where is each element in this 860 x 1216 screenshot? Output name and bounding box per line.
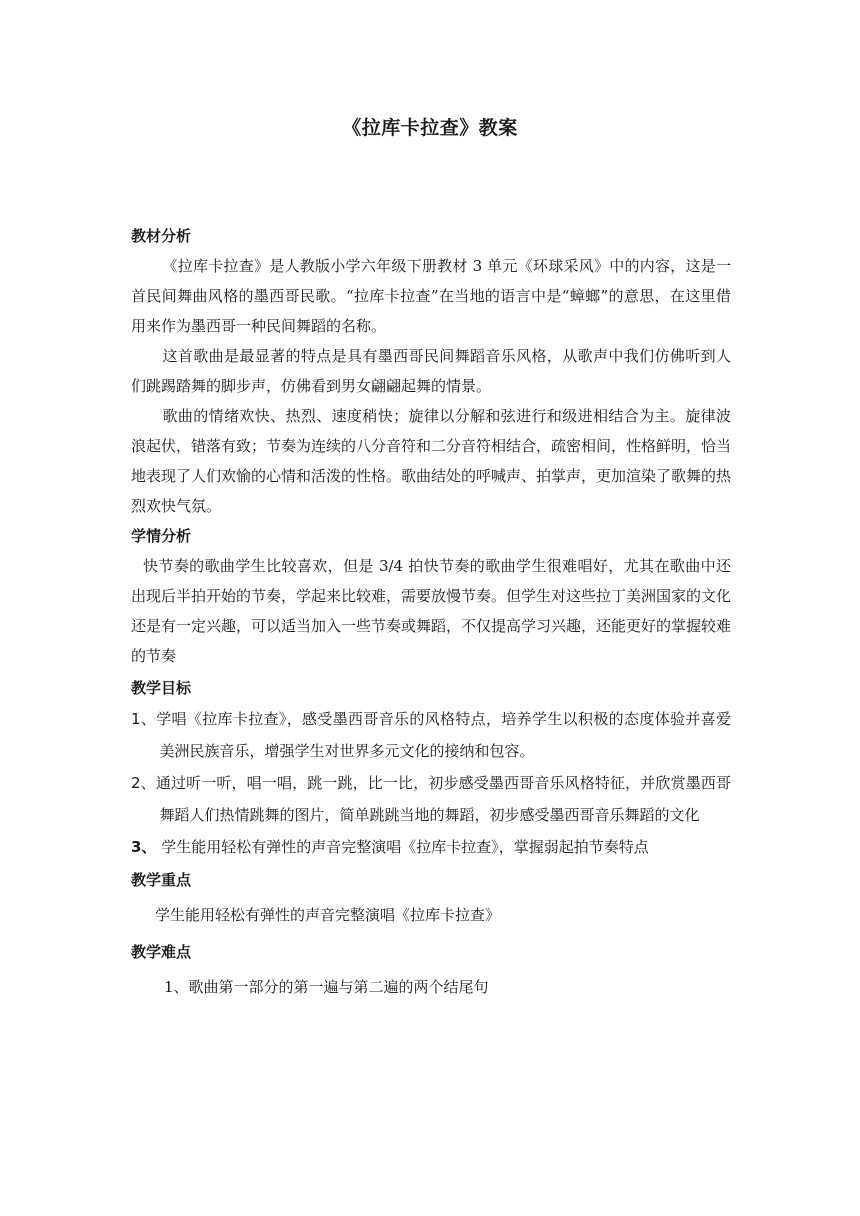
paragraph: 《拉库卡拉查》是人教版小学六年级下册教材 3 单元《环球采风》中的内容，这是一首民间舞曲风格的墨西哥民歌。“拉库卡拉查”在当地的语言中是“蟑螂”的意思，在这里借用来作为墨西哥一种民间舞蹈的名称。: [131, 257, 731, 335]
list-number: 3、: [131, 838, 157, 856]
document-title: 《拉库卡拉查》教案: [342, 117, 518, 139]
document-body: [131, 221, 731, 1007]
list-item: [131, 831, 731, 863]
section-heading-key-points: 教学重点: [131, 871, 192, 889]
paragraph: 学生能用轻松有弹性的声音完整演唱《拉库卡拉查》: [155, 906, 501, 924]
paragraph: 1、歌曲第一部分的第一遍与第二遍的两个结尾句: [164, 978, 489, 996]
list-item: [131, 767, 731, 831]
section-heading-objectives: 教学目标: [131, 679, 192, 697]
list-number: 2、: [131, 774, 156, 792]
section-heading-students: 学情分析: [131, 527, 192, 545]
section-heading-difficulties: 教学难点: [131, 943, 192, 961]
paragraph: 快节奏的歌曲学生比较喜欢，但是 3/4 拍快节奏的歌曲学生很难唱好，尤其在歌曲中还出现后半拍开始的节奏，学起来比较难，需要放慢节奏。但学生对这些拉丁美洲国家的文化还是有一定兴趣，可以适当加入一些节奏或舞蹈，不仅提高学习兴趣，还能更好的掌握较难的节奏: [131, 557, 732, 665]
list-item: [131, 703, 731, 767]
section-heading-materials: 教材分析: [131, 227, 192, 245]
paragraph: 歌曲的情绪欢快、热烈、速度稍快；旋律以分解和弦进行和级进相结合为主。旋律波浪起伏，错落有致；节奏为连续的八分音符和二分音符相结合，疏密相间，性格鲜明，恰当地表现了人们欢愉的心情和活泼的性格。歌曲结处的呼喊声、拍掌声，更加渲染了歌舞的热烈欢快气氛。: [131, 407, 732, 515]
list-text: 学生能用轻松有弹性的声音完整演唱《拉库卡拉查》，掌握弱起拍节奏特点: [156, 838, 649, 856]
paragraph: 这首歌曲是最显著的特点是具有墨西哥民间舞蹈音乐风格，从歌声中我们仿佛听到人们跳踢踏舞的脚步声，仿佛看到男女翩翩起舞的情景。: [131, 347, 731, 395]
list-text: 学唱《拉库卡拉查》，感受墨西哥音乐的风格特点，培养学生以积极的态度体验并喜爱美洲民族音乐，增强学生对世界多元文化的接纳和包容。: [156, 710, 731, 760]
list-number: 1、: [131, 710, 157, 728]
list-text: 通过听一听，唱一唱，跳一跳，比一比，初步感受墨西哥音乐风格特征，并欣赏墨西哥舞蹈人们热情跳舞的图片，简单跳跳当地的舞蹈，初步感受墨西哥音乐舞蹈的文化: [155, 774, 731, 824]
